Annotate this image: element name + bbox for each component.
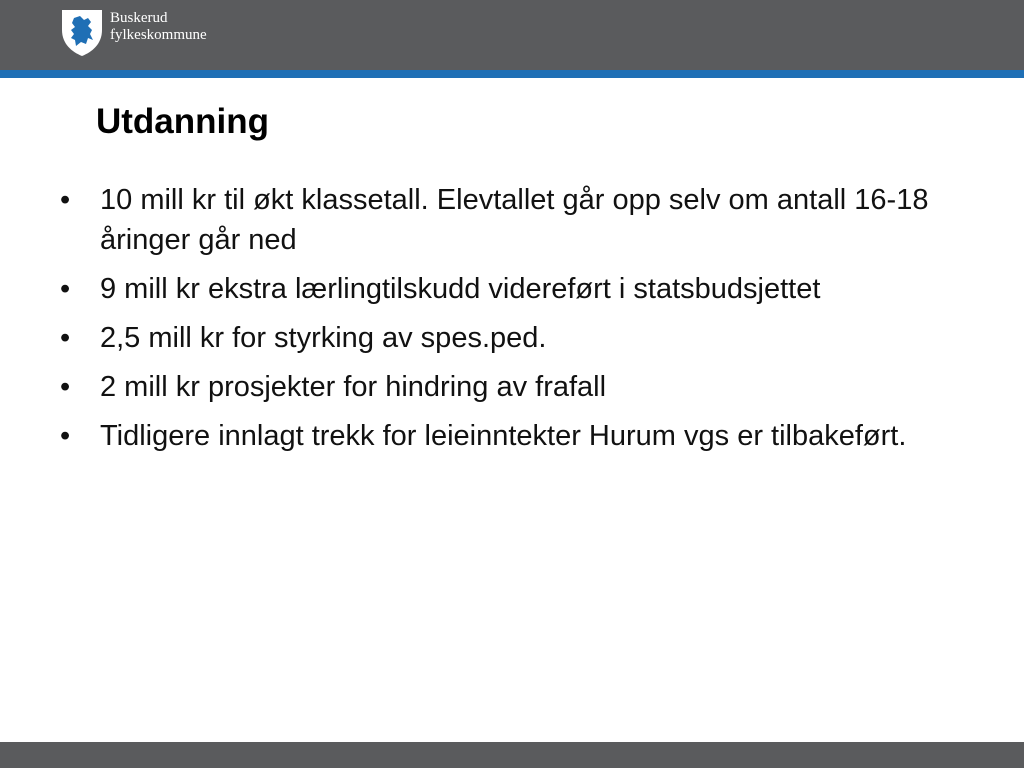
bullet-text: 2,5 mill kr for styrking av spes.ped. (100, 322, 547, 354)
bullet-list (60, 180, 990, 465)
bullet-marker: • (60, 273, 71, 305)
slide-title: Utdanning (96, 102, 270, 141)
bullet-marker: • (60, 420, 71, 452)
bullet-text: 9 mill kr ekstra lærlingtilskudd videreført i statsbudsjettet (100, 273, 821, 305)
bullet-item (60, 269, 990, 309)
bullet-text: 10 mill kr til økt klassetall. Elevtallet går opp selv om antall 16-18 åringer går ned (100, 184, 929, 256)
org-name-line1: Buskerud (110, 10, 168, 26)
bullet-text: Tidligere innlagt trekk for leieinntekter Hurum vgs er tilbakeført. (100, 420, 907, 452)
bullet-item (60, 180, 990, 260)
org-logo (60, 8, 207, 58)
coat-of-arms-shield-icon (60, 8, 104, 58)
bullet-text: 2 mill kr prosjekter for hindring av frafall (100, 371, 607, 403)
bullet-marker: • (60, 184, 71, 216)
bullet-marker: • (60, 371, 71, 403)
org-name (110, 10, 207, 44)
accent-stripe (0, 70, 1024, 78)
footer-band (0, 742, 1024, 768)
bullet-item (60, 318, 990, 358)
org-name-line2: fylkeskommune (110, 27, 207, 43)
bullet-marker: • (60, 322, 71, 354)
bullet-item (60, 367, 990, 407)
bullet-item (60, 416, 990, 456)
